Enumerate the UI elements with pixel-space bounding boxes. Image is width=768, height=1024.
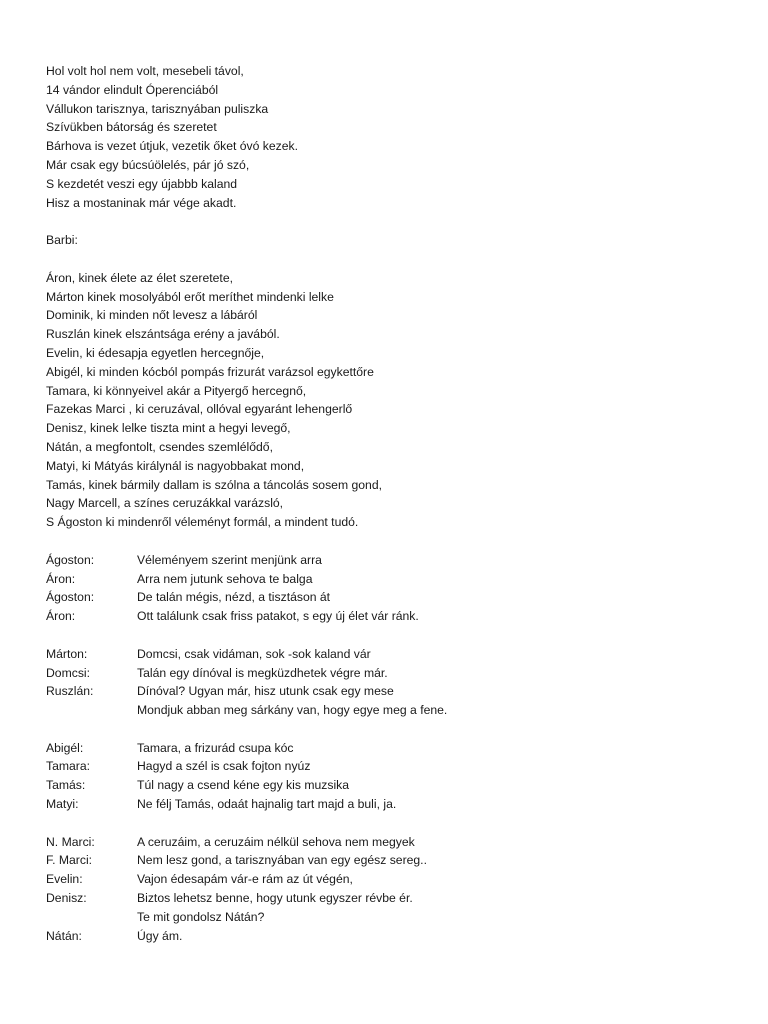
speech-text: Biztos lehetsz benne, hogy utunk egyszer révbe ér. [137,891,413,906]
character-line: Áron, kinek élete az élet szeretete, [46,270,233,285]
intro-line: S kezdetét veszi egy újabbb kaland [46,176,238,191]
spacer [46,720,736,739]
dialogue-block [46,833,736,946]
dialogue-row [46,908,736,927]
speaker-name: Tamara: [46,759,91,774]
spacer [46,250,736,269]
spacer [46,626,736,645]
spacer [46,814,736,833]
speaker-name: Matyi: [46,797,79,812]
speech-text: A ceruzáim, a ceruzáim nélkül sehova nem megyek [137,834,415,849]
dialogue-row [46,607,736,626]
speaker-name: Tamás: [46,778,86,793]
speech-text: Tamara, a frizurád csupa kóc [137,740,294,755]
character-line: Evelin, ki édesapja egyetlen hercegnője, [46,345,265,360]
speech-text: Túl nagy a csend kéne egy kis muzsika [137,778,350,793]
speaker-name: Ruszlán: [46,684,94,699]
dialogue-row [46,795,736,814]
speech-text: Vajon édesapám vár-e rám az út végén, [137,872,353,887]
speech-text: Domcsi, csak vidáman, sok -sok kaland vár [137,646,371,661]
dialogue-row [46,776,736,795]
dialogue-row [46,682,736,701]
speaker-name: Domcsi: [46,665,91,680]
speech-text: Ott találunk csak friss patakot, s egy új élet vár ránk. [137,609,419,624]
dialogue-row [46,851,736,870]
character-line: Abigél, ki minden kócból pompás frizurát varázsol egykettőre [46,364,374,379]
intro-line: 14 vándor elindult Óperenciából [46,82,219,97]
document-page [46,62,736,945]
dialogue-row [46,739,736,758]
dialogue-row [46,551,736,570]
speaker-name: N. Marci: [46,834,95,849]
speech-text: De talán mégis, nézd, a tisztáson át [137,590,331,605]
speech-text: Mondjuk abban meg sárkány van, hogy egye meg a fene. [137,703,448,718]
intro-line: Bárhova is vezet útjuk, vezetik őket óvó kezek. [46,139,298,154]
speaker-name [46,701,137,720]
spacer [46,212,736,231]
speech-text: Talán egy dínóval is megküzdhetek végre már. [137,665,388,680]
dialogue-row [46,664,736,683]
speech-text: Hagyd a szél is csak fojton nyúz [137,759,311,774]
intro-line: Már csak egy búcsúölelés, pár jó szó, [46,157,250,172]
intro-line: Vállukon tarisznya, tarisznyában puliszka [46,101,269,116]
speech-text: Úgy ám. [137,928,183,943]
dialogue-row [46,927,736,946]
dialogue-row [46,870,736,889]
character-line: Denisz, kinek lelke tiszta mint a hegyi levegő, [46,421,291,436]
dialogue-row [46,757,736,776]
speech-text: Te mit gondolsz Nátán? [137,909,265,924]
speaker-name: Denisz: [46,891,87,906]
speaker-name: Áron: [46,609,76,624]
speaker-name: Ágoston: [46,590,95,605]
dialogue-row [46,701,736,720]
speaker-name [46,908,137,927]
speech-text: Nem lesz gond, a tarisznyában van egy egész sereg.. [137,853,427,868]
character-line: S Ágoston ki mindenről véleményt formál, a mindent tudó. [46,515,359,530]
character-line: Matyi, ki Mátyás királynál is nagyobbakat mond, [46,458,305,473]
intro-stanza [46,62,736,212]
speech-text: Dínóval? Ugyan már, hisz utunk csak egy mese [137,684,394,699]
speaker-name: Ágoston: [46,552,95,567]
dialogue-row [46,570,736,589]
speaker-name: F. Marci: [46,853,93,868]
character-line: Márton kinek mosolyából erőt meríthet mindenki lelke [46,289,334,304]
speaker-heading: Barbi: [46,233,78,248]
speaker-name: Áron: [46,571,76,586]
intro-line: Hisz a mostaninak már vége akadt. [46,195,237,210]
speech-text: Arra nem jutunk sehova te balga [137,571,313,586]
dialogue-row [46,588,736,607]
intro-line: Hol volt hol nem volt, mesebeli távol, [46,64,244,78]
speech-text: Véleményem szerint menjünk arra [137,552,322,567]
character-line: Fazekas Marci , ki ceruzával, ollóval egyaránt lehengerlő [46,402,353,417]
character-line: Tamara, ki könnyeivel akár a Pityergő hercegnő, [46,383,307,398]
dialogue-block [46,645,736,720]
character-line: Dominik, ki minden nőt levesz a lábáról [46,308,258,323]
spacer [46,532,736,551]
intro-line: Szívükben bátorság és szeretet [46,120,217,135]
speaker-name: Evelin: [46,872,83,887]
dialogue-block [46,739,736,814]
speaker-name: Márton: [46,646,88,661]
dialogue-row [46,889,736,908]
character-line: Nátán, a megfontolt, csendes szemlélődő, [46,439,273,454]
dialogue-row [46,645,736,664]
dialogue-row [46,833,736,852]
speech-text: Ne félj Tamás, odaát hajnalig tart majd a buli, ja. [137,797,397,812]
character-stanza [46,269,736,532]
dialogue-block [46,551,736,626]
speaker-name: Nátán: [46,928,82,943]
character-line: Nagy Marcell, a színes ceruzákkal varázsló, [46,496,284,511]
character-line: Tamás, kinek bármily dallam is szólna a táncolás sosem gond, [46,477,382,492]
character-line: Ruszlán kinek elszántsága erény a javából. [46,327,280,342]
speaker-name: Abigél: [46,740,84,755]
